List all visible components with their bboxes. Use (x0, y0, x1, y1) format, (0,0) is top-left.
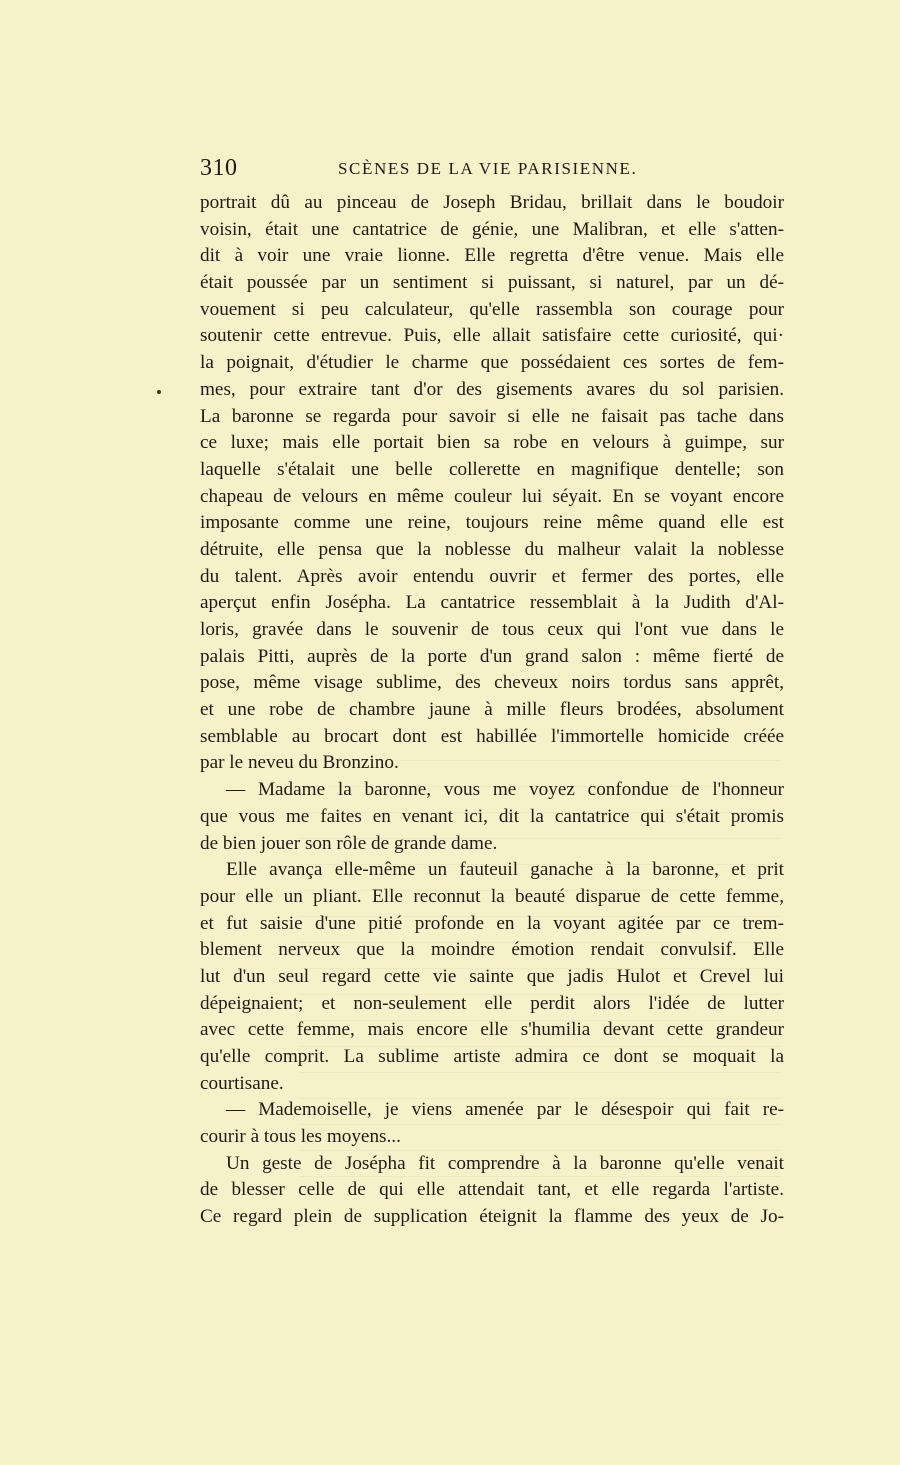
body-text (200, 190, 784, 1231)
text-line: Elle avança elle-même un fauteuil ganache à la baronne, et prit (226, 859, 784, 881)
text-line: mes, pour extraire tant d'or des gisements avares du sol parisien. (200, 378, 784, 400)
text-line: la poignait, d'étudier le charme que possédaient ces sortes de fem- (200, 352, 784, 374)
text-line: blement nerveux que la moindre émotion rendait convulsif. Elle (200, 939, 784, 961)
text-line: courir à tous les moyens... (200, 1126, 401, 1148)
text-line: semblable au brocart dont est habillée l'immortelle homicide créée (200, 725, 784, 747)
text-line: et fut saisie d'une pitié profonde en la voyant agitée par ce trem- (200, 912, 784, 934)
text-line: La baronne se regarda pour savoir si elle ne faisait pas tache dans (200, 405, 784, 427)
text-line: aperçut enfin Josépha. La cantatrice ressemblait à la Judith d'Al- (200, 592, 784, 614)
page-number: 310 (200, 155, 238, 181)
margin-dot-mark (157, 390, 161, 394)
text-line: laquelle s'étalait une belle collerette en magnifique dentelle; son (200, 458, 784, 480)
text-line: soutenir cette entrevue. Puis, elle allait satisfaire cette curiosité, qui· (200, 325, 784, 347)
text-line: Ce regard plein de supplication éteignit la flamme des yeux de Jo- (200, 1206, 784, 1228)
page-header (200, 155, 784, 185)
running-title: SCÈNES DE LA VIE PARISIENNE. (338, 159, 638, 178)
text-line: avec cette femme, mais encore elle s'humilia devant cette grandeur (200, 1019, 784, 1041)
text-line: détruite, elle pensa que la noblesse du malheur valait la noblesse (200, 538, 784, 560)
text-line: loris, gravée dans le souvenir de tous ceux qui l'ont vue dans le (200, 619, 784, 640)
text-line: palais Pitti, auprès de la porte d'un grand salon : même fierté de (200, 645, 784, 667)
text-line: pose, même visage sublime, des cheveux noirs tordus sans apprêt, (200, 672, 784, 694)
text-line: — Madame la baronne, vous me voyez confondue de l'honneur (226, 779, 784, 801)
text-line: et une robe de chambre jaune à mille fleurs brodées, absolument (200, 699, 784, 721)
text-line: de bien jouer son rôle de grande dame. (200, 832, 498, 854)
text-line: courtisane. (200, 1072, 284, 1094)
text-line: ce luxe; mais elle portait bien sa robe en velours à guimpe, sur (200, 432, 784, 454)
text-line: Un geste de Josépha fit comprendre à la baronne qu'elle venait (226, 1152, 784, 1174)
text-line: pour elle un pliant. Elle reconnut la beauté disparue de cette femme, (200, 885, 784, 907)
text-line: voisin, était une cantatrice de génie, une Malibran, et elle s'atten- (200, 218, 784, 240)
text-line: lut d'un seul regard cette vie sainte que jadis Hulot et Crevel lui (200, 965, 784, 987)
text-line: qu'elle comprit. La sublime artiste admira ce dont se moquait la (200, 1046, 784, 1067)
text-line: du talent. Après avoir entendu ouvrir et fermer des portes, elle (200, 565, 784, 587)
text-line: chapeau de velours en même couleur lui séyait. En se voyant encore (200, 485, 784, 507)
text-line: par le neveu du Bronzino. (200, 752, 399, 774)
text-line: dépeignaient; et non-seulement elle perdit alors l'idée de lutter (200, 992, 784, 1014)
text-line: que vous me faites en venant ici, dit la cantatrice qui s'était promis (200, 805, 784, 827)
text-line: vouement si peu calculateur, qu'elle rassembla son courage pour (200, 298, 784, 320)
text-line: — Mademoiselle, je viens amenée par le désespoir qui fait re- (226, 1099, 784, 1121)
text-line: imposante comme une reine, toujours reine même quand elle est (200, 512, 784, 534)
text-line: était poussée par un sentiment si puissant, si naturel, par un dé- (200, 272, 784, 294)
text-line: portrait dû au pinceau de Joseph Bridau, brillait dans le boudoir (200, 192, 784, 213)
text-line: de blesser celle de qui elle attendait tant, et elle regarda l'artiste. (200, 1179, 784, 1201)
text-line: dit à voir une vraie lionne. Elle regretta d'être venue. Mais elle (200, 245, 784, 267)
